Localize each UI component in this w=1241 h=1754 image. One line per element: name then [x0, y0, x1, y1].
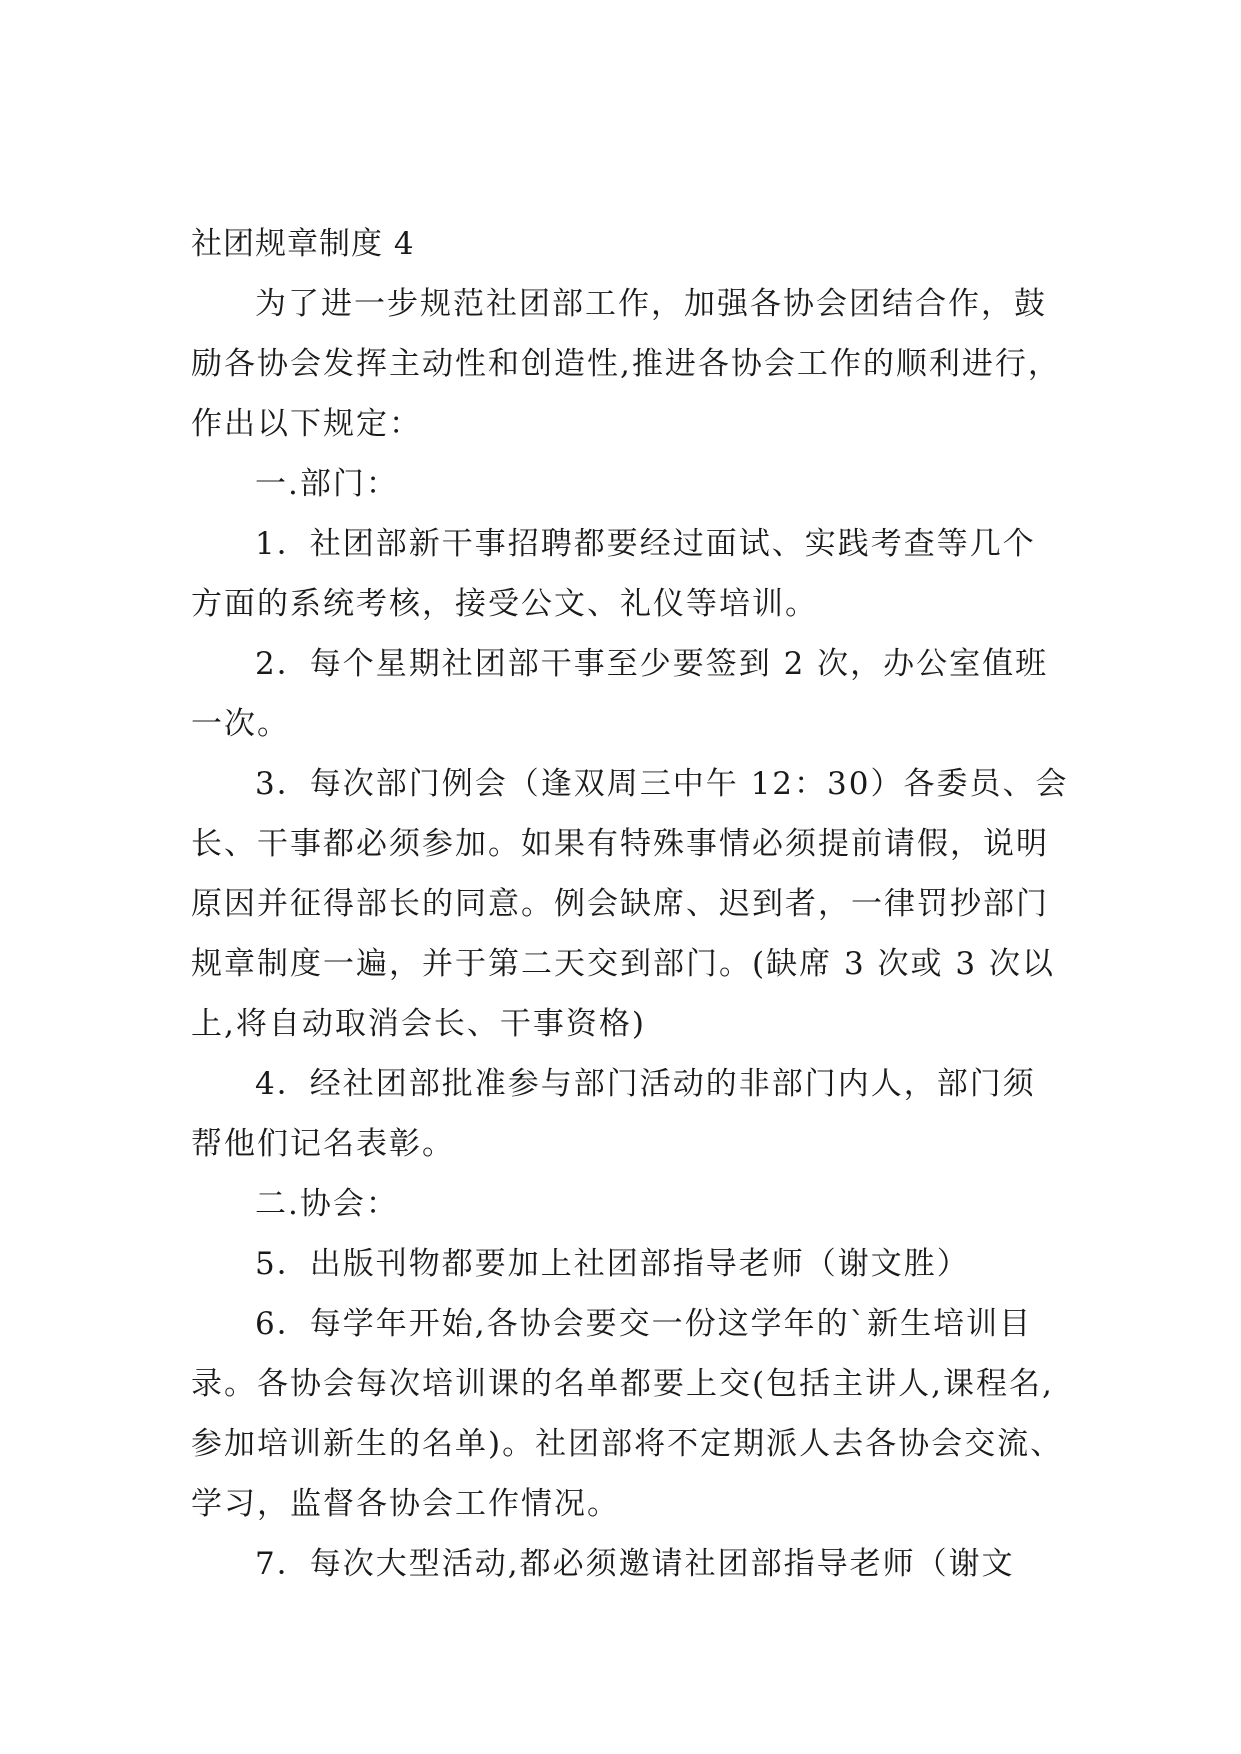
rule-item-3: 3．每次部门例会（逢双周三中午 12：30）各委员、会 [255, 766, 1069, 802]
rule-item-6: 6．每学年开始,各协会要交一份这学年的`新生培训目 [255, 1306, 1033, 1342]
paragraph-line: 上,将自动取消会长、干事资格) [191, 1006, 646, 1042]
paragraph-line: 励各协会发挥主动性和创造性,推进各协会工作的顺利进行， [191, 346, 1061, 382]
document-title: 社团规章制度 4 [191, 226, 415, 262]
rule-item-4: 4．经社团部批准参与部门活动的非部门内人，部门须 [255, 1066, 1036, 1102]
paragraph-line: 方面的系统考核，接受公文、礼仪等培训。 [191, 586, 818, 622]
paragraph-line: 为了进一步规范社团部工作，加强各协会团结合作，鼓 [255, 286, 1047, 322]
paragraph-line: 录。各协会每次培训课的名单都要上交(包括主讲人,课程名, [191, 1366, 1054, 1402]
document-body [191, 214, 1069, 1594]
paragraph-line: 作出以下规定： [191, 406, 422, 442]
paragraph-line: 规章制度一遍，并于第二天交到部门。(缺席 3 次或 3 次以 [191, 946, 1055, 982]
paragraph-line: 帮他们记名表彰。 [191, 1126, 455, 1162]
paragraph-line: 参加培训新生的名单)。社团部将不定期派人去各协会交流、 [191, 1426, 1064, 1462]
rule-item-5: 5．出版刊物都要加上社团部指导老师（谢文胜） [255, 1246, 970, 1282]
section-heading-departments: 一.部门： [255, 466, 399, 502]
rule-item-1: 1．社团部新干事招聘都要经过面试、实践考查等几个 [255, 526, 1036, 562]
paragraph-line: 原因并征得部长的同意。例会缺席、迟到者，一律罚抄部门 [191, 886, 1049, 922]
paragraph-line: 学习，监督各协会工作情况。 [191, 1486, 620, 1522]
rule-item-7: 7．每次大型活动,都必须邀请社团部指导老师（谢文 [255, 1546, 1015, 1582]
paragraph-line: 长、干事都必须参加。如果有特殊事情必须提前请假，说明 [191, 826, 1049, 862]
paragraph-line: 一次。 [191, 706, 290, 742]
rule-item-2: 2．每个星期社团部干事至少要签到 2 次，办公室值班 [255, 646, 1049, 682]
section-heading-associations: 二.协会： [255, 1186, 399, 1222]
